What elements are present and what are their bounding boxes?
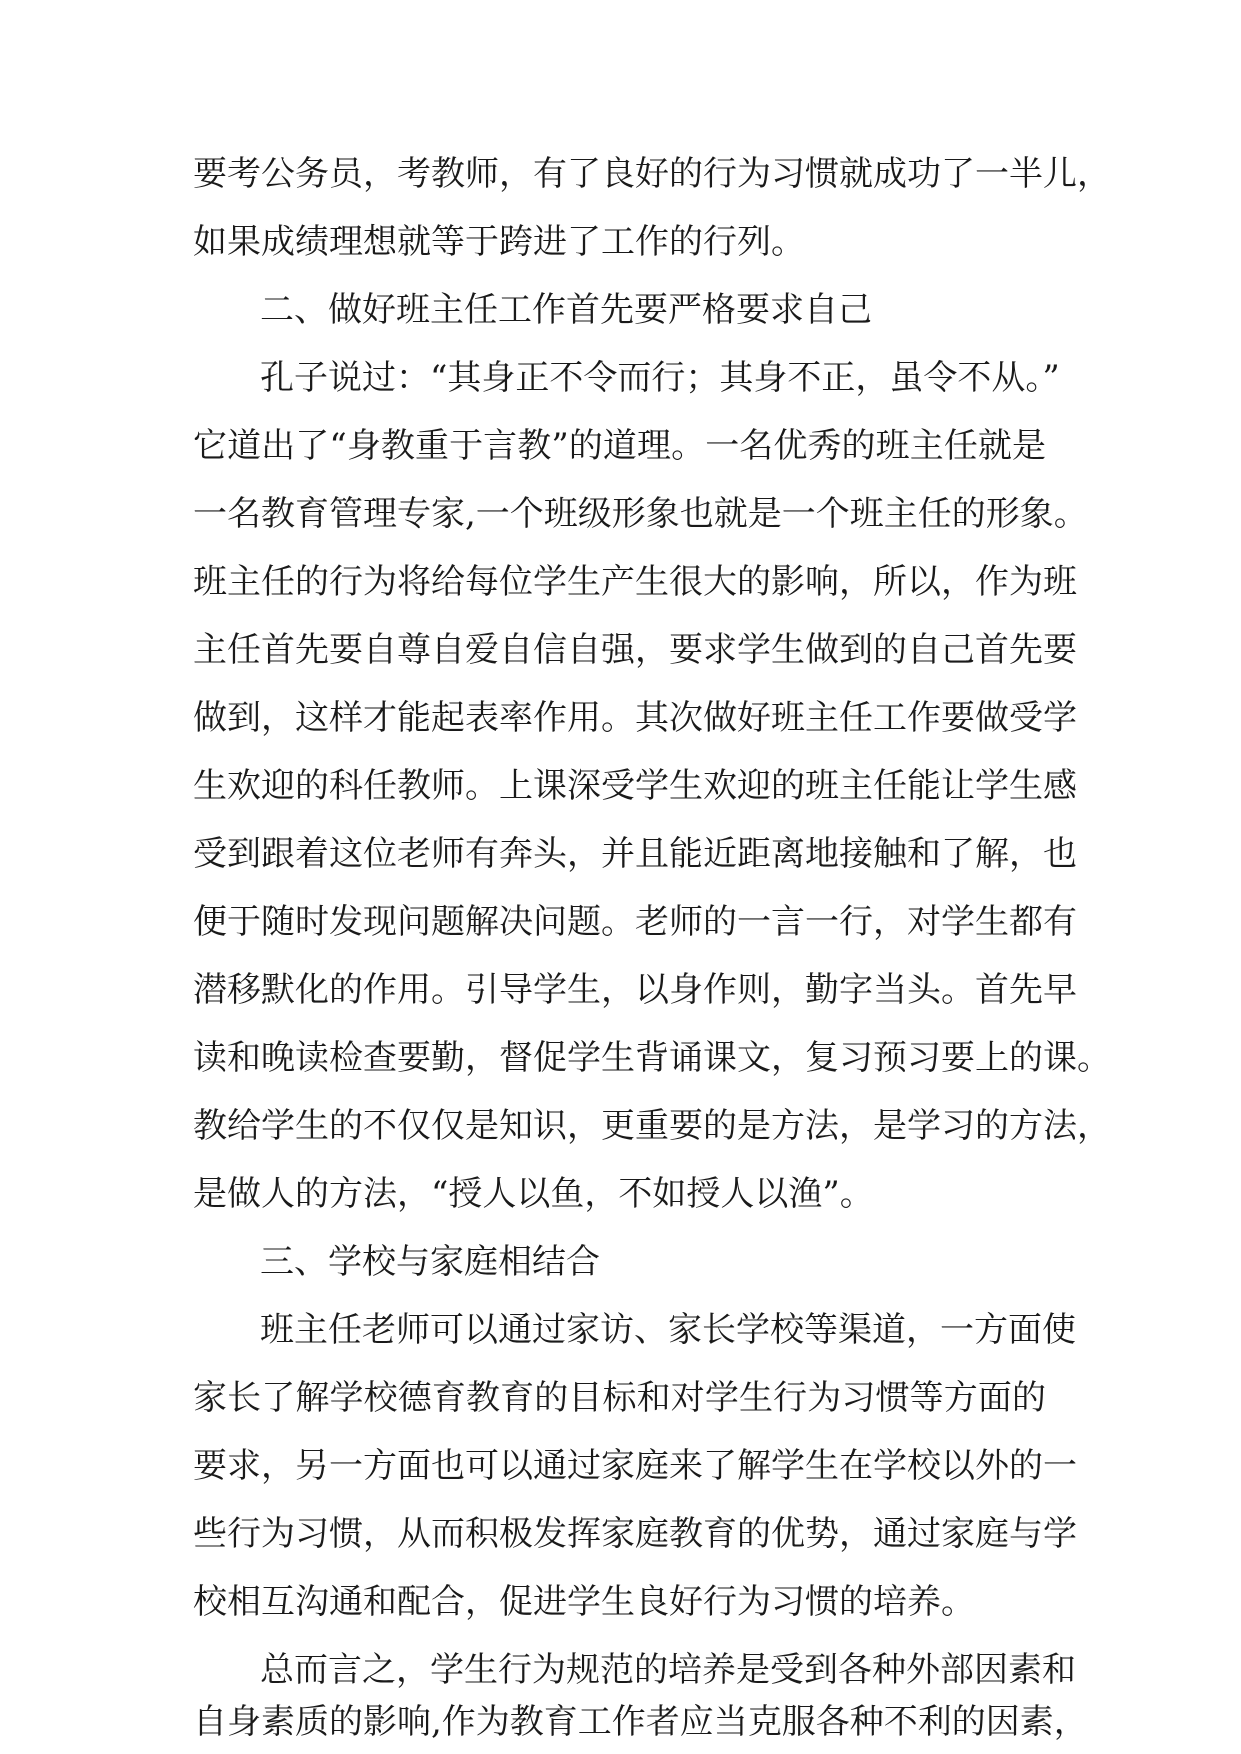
text-line: [0, 210, 1241, 274]
text-line: [0, 1570, 1241, 1634]
section-heading: [0, 278, 1241, 342]
text-line: [0, 890, 1241, 954]
text-line-content: 孔子说过：“其身正不令而行；其身不正，虽令不从。”: [260, 358, 1060, 398]
text-line: [0, 686, 1241, 750]
text-line-content: 要考公务员，考教师，有了良好的行为习惯就成功了一半儿，: [193, 154, 1111, 194]
text-line-content: 潜移默化的作用。引导学生，以身作则，勤字当头。首先早: [193, 970, 1077, 1010]
text-line: [0, 958, 1241, 1022]
text-line-content: 它道出了“身教重于言教”的道理。一名优秀的班主任就是: [193, 426, 1046, 466]
text-line-content: 读和晚读检查要勤，督促学生背诵课文，复习预习要上的课。: [193, 1038, 1111, 1078]
text-line-content: 受到跟着这位老师有奔头，并且能近距离地接触和了解，也: [193, 834, 1077, 874]
text-line-content: 家长了解学校德育教育的目标和对学生行为习惯等方面的: [193, 1378, 1046, 1418]
text-line: [0, 1434, 1241, 1498]
text-line: [0, 754, 1241, 818]
text-line-content: 生欢迎的科任教师。上课深受学生欢迎的班主任能让学生感: [193, 766, 1077, 806]
text-line: [0, 550, 1241, 614]
text-line: [0, 482, 1241, 546]
text-line-content: 总而言之，学生行为规范的培养是受到各种外部因素和: [260, 1650, 1076, 1690]
section-heading-text: 二、做好班主任工作首先要严格要求自己: [260, 290, 872, 330]
text-line-content: 校相互沟通和配合，促进学生良好行为习惯的培养。: [193, 1582, 975, 1622]
text-line-content: 一名教育管理专家,一个班级形象也就是一个班主任的形象。: [193, 494, 1088, 534]
text-line-content: 要求，另一方面也可以通过家庭来了解学生在学校以外的一: [193, 1446, 1077, 1486]
text-line: [0, 414, 1241, 478]
text-line-content: 些行为习惯，从而积极发挥家庭教育的优势，通过家庭与学: [193, 1514, 1077, 1554]
text-line: [0, 1690, 1241, 1754]
text-line: [0, 1162, 1241, 1226]
text-line-content: 班主任的行为将给每位学生产生很大的影响，所以，作为班: [193, 562, 1077, 602]
text-line-content: 是做人的方法，“授人以鱼，不如授人以渔”。: [193, 1174, 874, 1214]
text-line: [0, 1366, 1241, 1430]
text-line-content: 做到，这样才能起表率作用。其次做好班主任工作要做受学: [193, 698, 1077, 738]
text-line: [0, 1502, 1241, 1566]
text-line-content: 教给学生的不仅仅是知识，更重要的是方法，是学习的方法，: [193, 1106, 1111, 1146]
text-line-content: 自身素质的影响,作为教育工作者应当克服各种不利的因素，: [193, 1702, 1088, 1742]
section-heading-text: 三、学校与家庭相结合: [260, 1242, 600, 1282]
text-line: [0, 1026, 1241, 1090]
text-line: [0, 1094, 1241, 1158]
text-line-content: 便于随时发现问题解决问题。老师的一言一行，对学生都有: [193, 902, 1077, 942]
text-line: [0, 346, 1241, 410]
text-line: [0, 1298, 1241, 1362]
section-heading: [0, 1230, 1241, 1294]
text-line-content: 如果成绩理想就等于跨进了工作的行列。: [193, 222, 805, 262]
text-line: [0, 142, 1241, 206]
text-line-content: 主任首先要自尊自爱自信自强，要求学生做到的自己首先要: [193, 630, 1077, 670]
text-line: [0, 618, 1241, 682]
text-line: [0, 822, 1241, 886]
text-line-content: 班主任老师可以通过家访、家长学校等渠道，一方面使: [260, 1310, 1076, 1350]
